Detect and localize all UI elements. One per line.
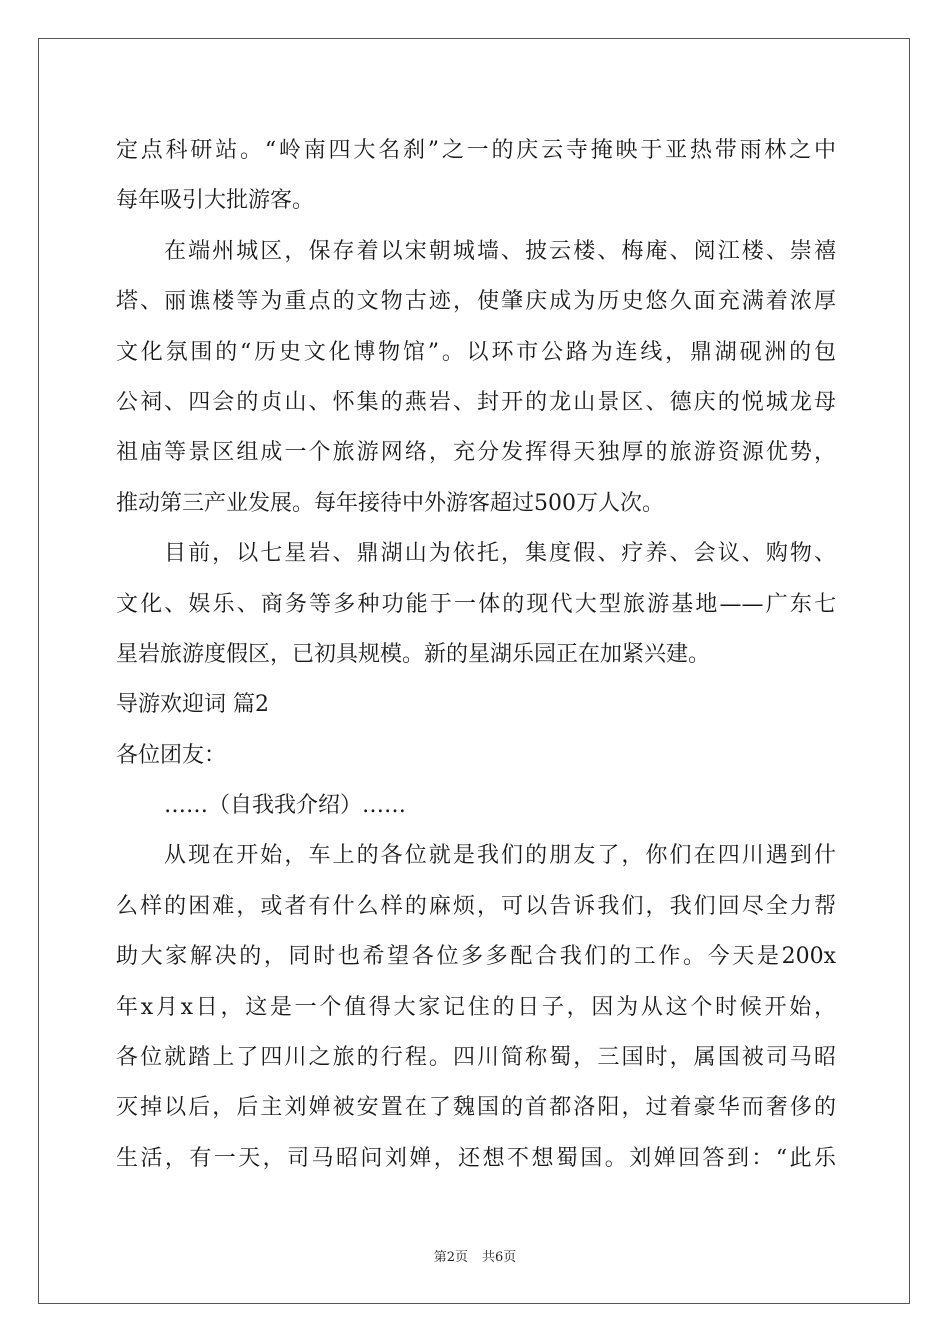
paragraph-start: 从现在开始，车上的各位就是我们的朋友了，你们在四川遇到什	[164, 843, 836, 869]
text-line: 助大家解决的，同时也希望各位多多配合我们的工作。今天是200x	[116, 944, 836, 970]
salutation: 各位团友：	[116, 742, 227, 768]
text-line: 星岩旅游度假区，已初具规模。新的星湖乐园正在加紧兴建。	[116, 641, 711, 667]
text-line: 灭掉以后，后主刘婵被安置在了魏国的首都洛阳，过着豪华而奢侈的	[116, 1095, 836, 1121]
paragraph-start: 在端州城区，保存着以宋朝城墙、披云楼、梅庵、阅江楼、崇禧	[164, 238, 836, 264]
page-footer	[0, 1246, 950, 1265]
self-introduction: ……（自我我介绍）……	[164, 793, 407, 819]
text-line: 定点科研站。“岭南四大名刹”之一的庆云寺掩映于亚热带雨林之中	[116, 138, 836, 163]
text-line: 么样的困难，或者有什么样的麻烦，可以告诉我们，我们回尽全力帮	[116, 893, 836, 919]
paragraph-start: 目前，以七星岩、鼎湖山为依托，集度假、疗养、会议、购物、	[164, 541, 836, 567]
text-line: 生活，有一天，司马昭问刘婵，还想不想蜀国。刘婵回答到：“此乐	[116, 1145, 836, 1171]
text-line: 祖庙等景区组成一个旅游网络，充分发挥得天独厚的旅游资源优势，	[116, 440, 836, 466]
section-heading: 导游欢迎词 篇2	[116, 692, 269, 718]
text-line: 每年吸引大批游客。	[116, 188, 315, 214]
document-body	[116, 126, 836, 1184]
text-line: 文化、娱乐、商务等多种功能于一体的现代大型旅游基地——广东七	[116, 591, 836, 617]
text-line: 各位就踏上了四川之旅的行程。四川简称蜀，三国时，属国被司马昭	[116, 1045, 836, 1071]
page-number: 第2页	[433, 1250, 468, 1265]
text-line: 推动第三产业发展。每年接待中外游客超过500万人次。	[116, 490, 664, 516]
text-line: 年x月x日，这是一个值得大家记住的日子，因为从这个时候开始，	[116, 994, 836, 1020]
text-line: 塔、丽谯楼等为重点的文物古迹，使肇庆成为历史悠久面充满着浓厚	[116, 289, 836, 315]
page-total: 共6页	[482, 1250, 517, 1265]
text-line: 文化氛围的“历史文化博物馆”。以环市公路为连线，鼎湖砚洲的包	[116, 339, 836, 365]
text-line: 公祠、四会的贞山、怀集的燕岩、封开的龙山景区、德庆的悦城龙母	[116, 389, 836, 415]
